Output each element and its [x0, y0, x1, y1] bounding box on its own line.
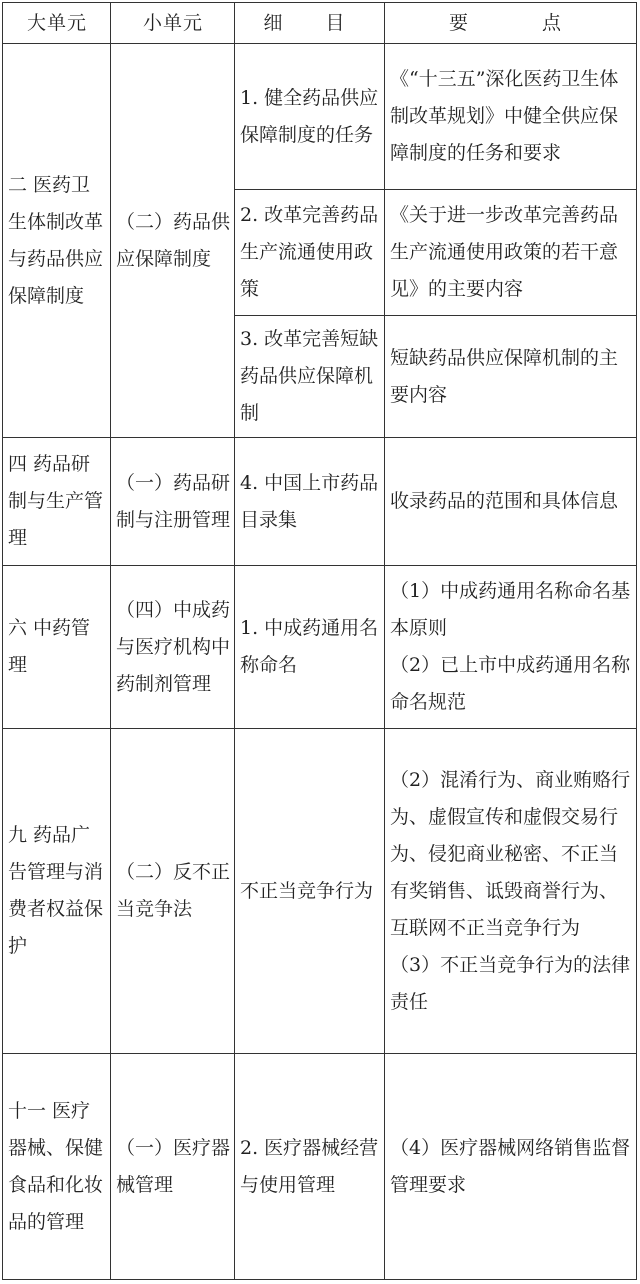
- point-item: （2）混淆行为、商业贿赂行为、虚假宣传和虚假交易行为、侵犯商业秘密、不正当有奖销售、诋毁商誉行为、互联网不正当竞争行为: [390, 768, 631, 939]
- point-item: （3）不正当竞争行为的法律责任: [390, 953, 631, 1013]
- subunit-cell: （一）药品研制与注册管理: [111, 438, 235, 566]
- table-row: [3, 1054, 637, 1280]
- header-unit: 大单元: [3, 3, 111, 44]
- detail-cell: 1. 健全药品供应保障制度的任务: [235, 44, 385, 190]
- point-cell: [385, 729, 637, 1054]
- detail-cell: 3. 改革完善短缺药品供应保障机制: [235, 316, 385, 438]
- unit-cell: 六 中药管理: [3, 566, 111, 729]
- syllabus-table: [2, 2, 637, 1280]
- header-row: [3, 3, 637, 44]
- header-point: 要 点: [385, 3, 637, 44]
- unit-cell: 十一 医疗器械、保健食品和化妆品的管理: [3, 1054, 111, 1280]
- table-row: [3, 438, 637, 566]
- point-cell: 《“十三五”深化医药卫生体制改革规划》中健全供应保障制度的任务和要求: [385, 44, 637, 190]
- detail-cell: 2. 医疗器械经营与使用管理: [235, 1054, 385, 1280]
- unit-cell: 九 药品广告管理与消费者权益保护: [3, 729, 111, 1054]
- subunit-cell: （二）反不正当竞争法: [111, 729, 235, 1054]
- point-item: （2）已上市中成药通用名称命名规范: [390, 654, 631, 714]
- point-item: （1）中成药通用名称命名基本原则: [390, 580, 631, 640]
- point-cell: （4）医疗器械网络销售监督管理要求: [385, 1054, 637, 1280]
- unit-cell: 二 医药卫生体制改革与药品供应保障制度: [3, 44, 111, 438]
- subunit-cell: （四）中成药与医疗机构中药制剂管理: [111, 566, 235, 729]
- detail-cell: 1. 中成药通用名称命名: [235, 566, 385, 729]
- point-cell: 短缺药品供应保障机制的主要内容: [385, 316, 637, 438]
- unit-cell: 四 药品研制与生产管理: [3, 438, 111, 566]
- header-detail: 细 目: [235, 3, 385, 44]
- table-row: [3, 566, 637, 729]
- point-cell: [385, 566, 637, 729]
- header-subunit: 小单元: [111, 3, 235, 44]
- detail-cell: 2. 改革完善药品生产流通使用政策: [235, 190, 385, 316]
- detail-cell: 不正当竞争行为: [235, 729, 385, 1054]
- detail-cell: 4. 中国上市药品目录集: [235, 438, 385, 566]
- point-cell: 《关于进一步改革完善药品生产流通使用政策的若干意见》的主要内容: [385, 190, 637, 316]
- table-row: [3, 44, 637, 190]
- point-cell: 收录药品的范围和具体信息: [385, 438, 637, 566]
- table-row: [3, 729, 637, 1054]
- subunit-cell: （二）药品供应保障制度: [111, 44, 235, 438]
- subunit-cell: （一）医疗器械管理: [111, 1054, 235, 1280]
